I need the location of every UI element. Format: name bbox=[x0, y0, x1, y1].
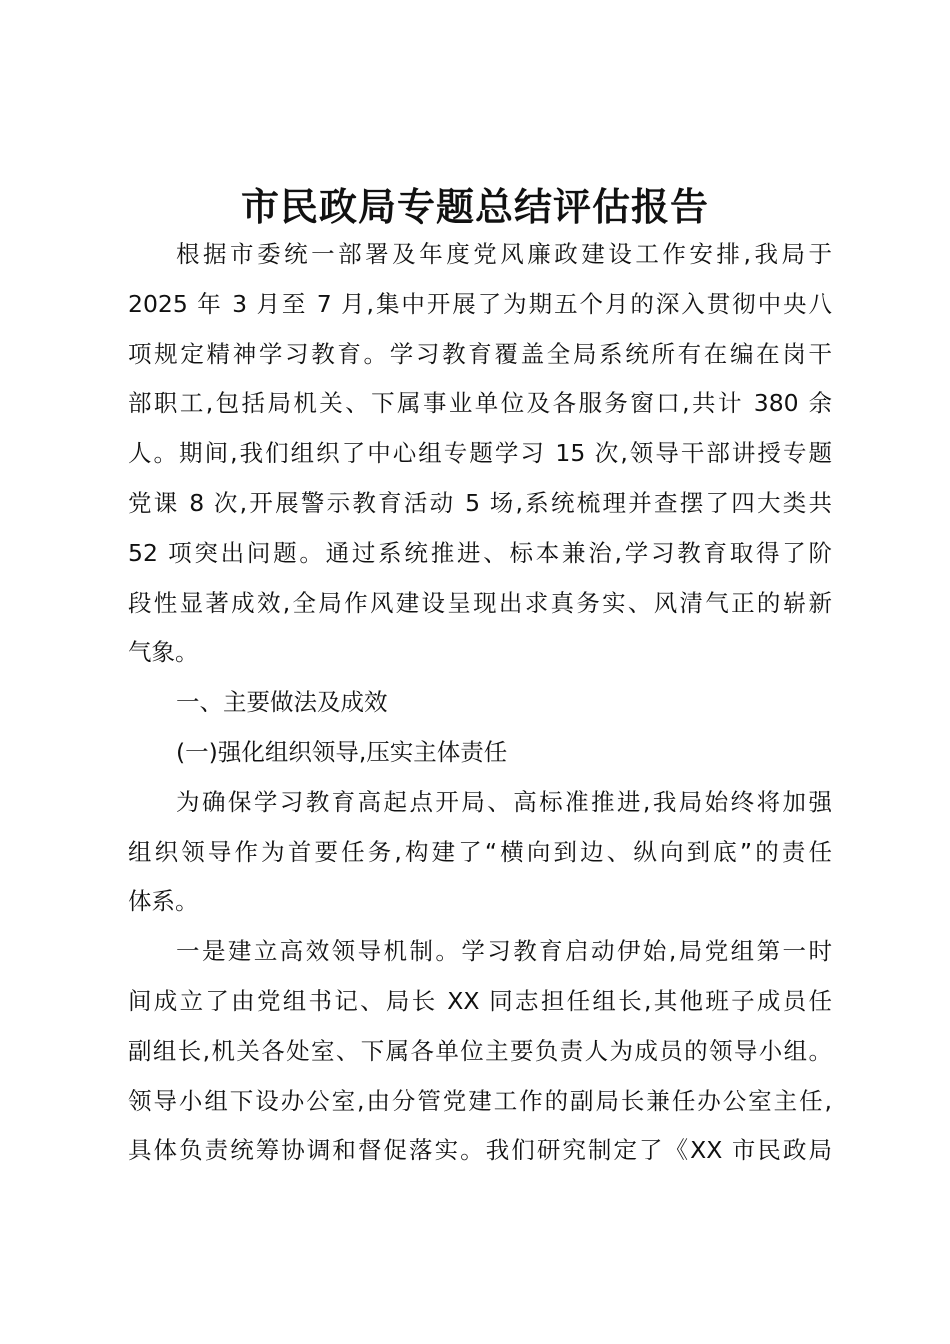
text-line: 一是建立高效领导机制。学习教育启动伊始,局党组第一时 bbox=[176, 937, 832, 966]
text-line: 部职工,包括局机关、下属事业单位及各服务窗口,共计 380 余 bbox=[128, 389, 832, 418]
text-line: 为确保学习教育高起点开局、高标准推进,我局始终将加强 bbox=[176, 787, 832, 816]
document-title: 市民政局专题总结评估报告 bbox=[240, 184, 709, 229]
text-line: 气象。 bbox=[128, 638, 199, 667]
text-line: 间成立了由党组书记、局长 XX 同志担任组长,其他班子成员任 bbox=[128, 986, 832, 1015]
text-line: 领导小组下设办公室,由分管党建工作的副局长兼任办公室主任, bbox=[128, 1086, 832, 1115]
text-line: 段性显著成效,全局作风建设呈现出求真务实、风清气正的崭新 bbox=[128, 588, 832, 617]
text-line: 一、主要做法及成效 bbox=[176, 688, 388, 717]
text-line: 党课 8 次,开展警示教育活动 5 场,系统梳理并查摆了四大类共 bbox=[128, 488, 832, 517]
document-body bbox=[128, 230, 832, 1176]
text-line: 副组长,机关各处室、下属各单位主要负责人为成员的领导小组。 bbox=[128, 1036, 832, 1065]
text-line: 具体负责统筹协调和督促落实。我们研究制定了《XX 市民政局 bbox=[128, 1136, 832, 1165]
text-line: (一)强化组织领导,压实主体责任 bbox=[176, 737, 508, 766]
text-line: 2025 年 3 月至 7 月,集中开展了为期五个月的深入贯彻中央八 bbox=[128, 289, 832, 318]
text-line: 根据市委统一部署及年度党风廉政建设工作安排,我局于 bbox=[176, 240, 832, 268]
text-line: 人。期间,我们组织了中心组专题学习 15 次,领导干部讲授专题 bbox=[128, 439, 832, 468]
text-line: 项规定精神学习教育。学习教育覆盖全局系统所有在编在岗干 bbox=[128, 339, 832, 368]
text-line: 体系。 bbox=[128, 887, 199, 916]
text-line: 52 项突出问题。通过系统推进、标本兼治,学习教育取得了阶 bbox=[128, 538, 832, 567]
text-line: 组织领导作为首要任务,构建了“横向到边、纵向到底”的责任 bbox=[128, 837, 832, 866]
